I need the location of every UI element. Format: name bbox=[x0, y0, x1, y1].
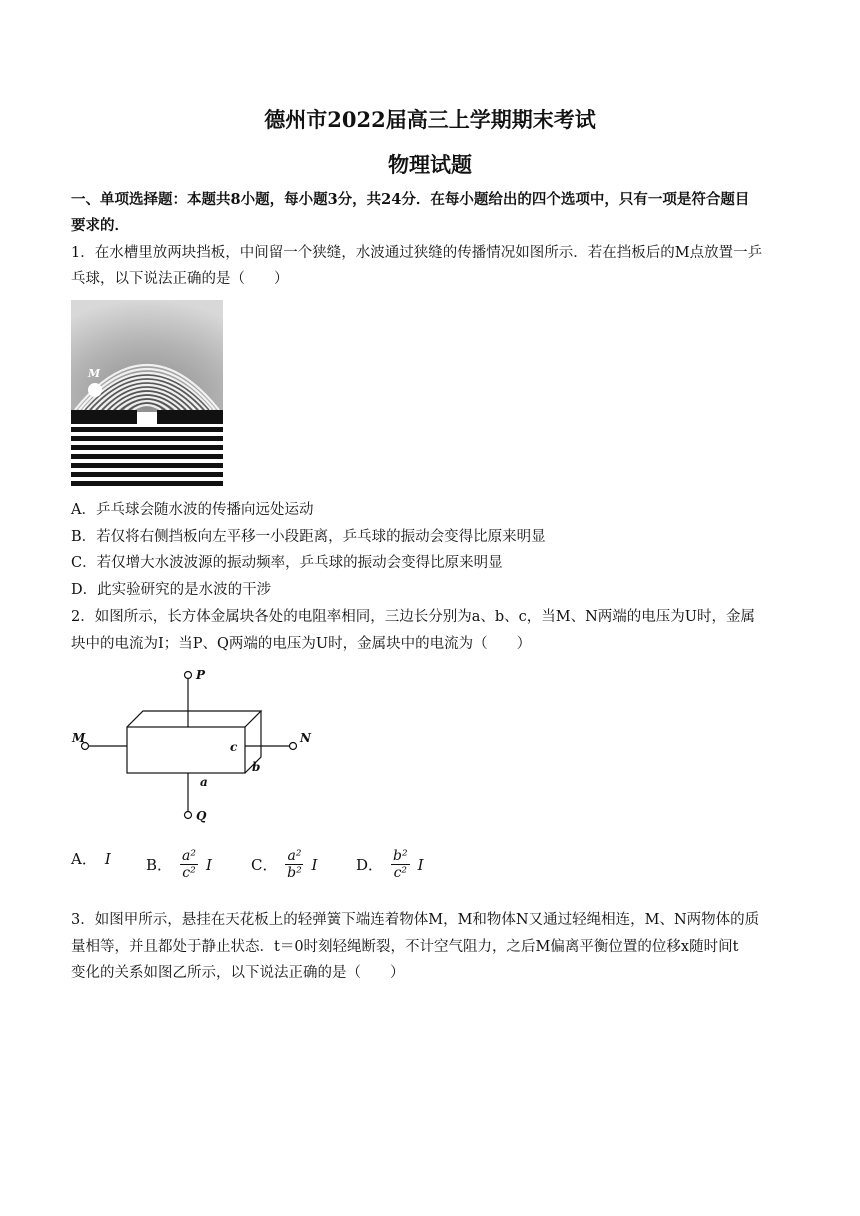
document-title: 德州市2022届高三上学期期末考试 bbox=[264, 107, 596, 132]
q1-option-c: C．若仅增大水波波源的振动频率，乒乓球的振动会变得比原来明显 bbox=[71, 555, 503, 571]
q2-option-d-fraction bbox=[391, 848, 410, 881]
q2-stem-line2: 块中的电流为I；当P、Q两端的电压为U时，金属块中的电流为（ ） bbox=[71, 636, 532, 652]
label-a: a bbox=[200, 775, 208, 789]
label-p: P bbox=[196, 668, 206, 682]
section-heading-line2: 要求的． bbox=[71, 217, 129, 234]
q2-option-b-tail: I bbox=[206, 855, 212, 874]
label-q: Q bbox=[196, 809, 207, 823]
q2-option-a-label: A． bbox=[71, 850, 97, 868]
q2-option-b-fraction bbox=[180, 848, 198, 881]
q3-stem-line1: 3．如图甲所示，悬挂在天花板上的轻弹簧下端连着物体M，M和物体N又通过轻绳相连，M、N两物体的质 bbox=[71, 912, 760, 928]
q2-option-c bbox=[251, 848, 317, 881]
q2-option-d-denominator: c² bbox=[393, 865, 408, 881]
q3-stem-line3: 变化的关系如图乙所示，以下说法正确的是（ ） bbox=[71, 965, 405, 981]
q1-option-b: B．若仅将右侧挡板向左平移一小段距离，乒乓球的振动会变得比原来明显 bbox=[71, 529, 546, 545]
q2-option-b-numerator: a² bbox=[182, 848, 196, 864]
q2-option-c-numerator: a² bbox=[287, 848, 302, 864]
document-subtitle: 物理试题 bbox=[388, 152, 472, 177]
q2-option-d-label: D． bbox=[356, 856, 384, 874]
q1-option-d: D．此实验研究的是水波的干涉 bbox=[71, 582, 272, 598]
q2-option-b-denominator: c² bbox=[182, 865, 196, 881]
q2-option-a-value: I bbox=[104, 849, 111, 868]
q1-stem-line1: 1．在水槽里放两块挡板，中间留一个狭缝，水波通过狭缝的传播情况如图所示．若在挡板后的M点放置一乒 bbox=[71, 245, 763, 261]
q2-option-c-label: C． bbox=[251, 856, 278, 874]
q2-option-a bbox=[71, 848, 111, 869]
q2-option-d-tail: I bbox=[417, 855, 424, 874]
q3-stem-line2: 量相等，并且都处于静止状态．t＝0时刻轻绳断裂，不计空气阻力，之后M偏离平衡位置的位移x随时间t bbox=[71, 939, 739, 955]
q2-option-c-denominator: b² bbox=[287, 865, 302, 881]
q2-stem-line1: 2．如图所示，长方体金属块各处的电阻率相同，三边长分别为a、b、c，当M、N两端的电压为U时，金属 bbox=[71, 609, 756, 625]
point-m-label: M bbox=[88, 367, 101, 380]
section-heading-line1: 一、单项选择题：本题共8小题，每小题3分，共24分．在每小题给出的四个选项中，只有一项是符合题目 bbox=[71, 191, 750, 208]
q2-option-d-numerator: b² bbox=[393, 848, 408, 864]
water-wave-figure bbox=[71, 300, 223, 488]
ping-pong-ball bbox=[88, 383, 102, 397]
label-c: c bbox=[230, 740, 238, 754]
q2-option-c-fraction bbox=[285, 848, 303, 881]
q2-option-c-tail: I bbox=[311, 855, 318, 874]
metal-block-figure bbox=[70, 665, 330, 825]
q2-option-b bbox=[146, 848, 212, 881]
label-b: b bbox=[252, 760, 261, 774]
q1-option-a: A．乒乓球会随水波的传播向远处运动 bbox=[71, 502, 314, 518]
q2-option-b-label: B． bbox=[146, 856, 173, 874]
q2-option-d bbox=[356, 848, 424, 881]
q1-stem-line2: 乓球，以下说法正确的是（ ） bbox=[71, 271, 289, 287]
label-m: M bbox=[72, 731, 86, 745]
label-n: N bbox=[300, 731, 311, 745]
